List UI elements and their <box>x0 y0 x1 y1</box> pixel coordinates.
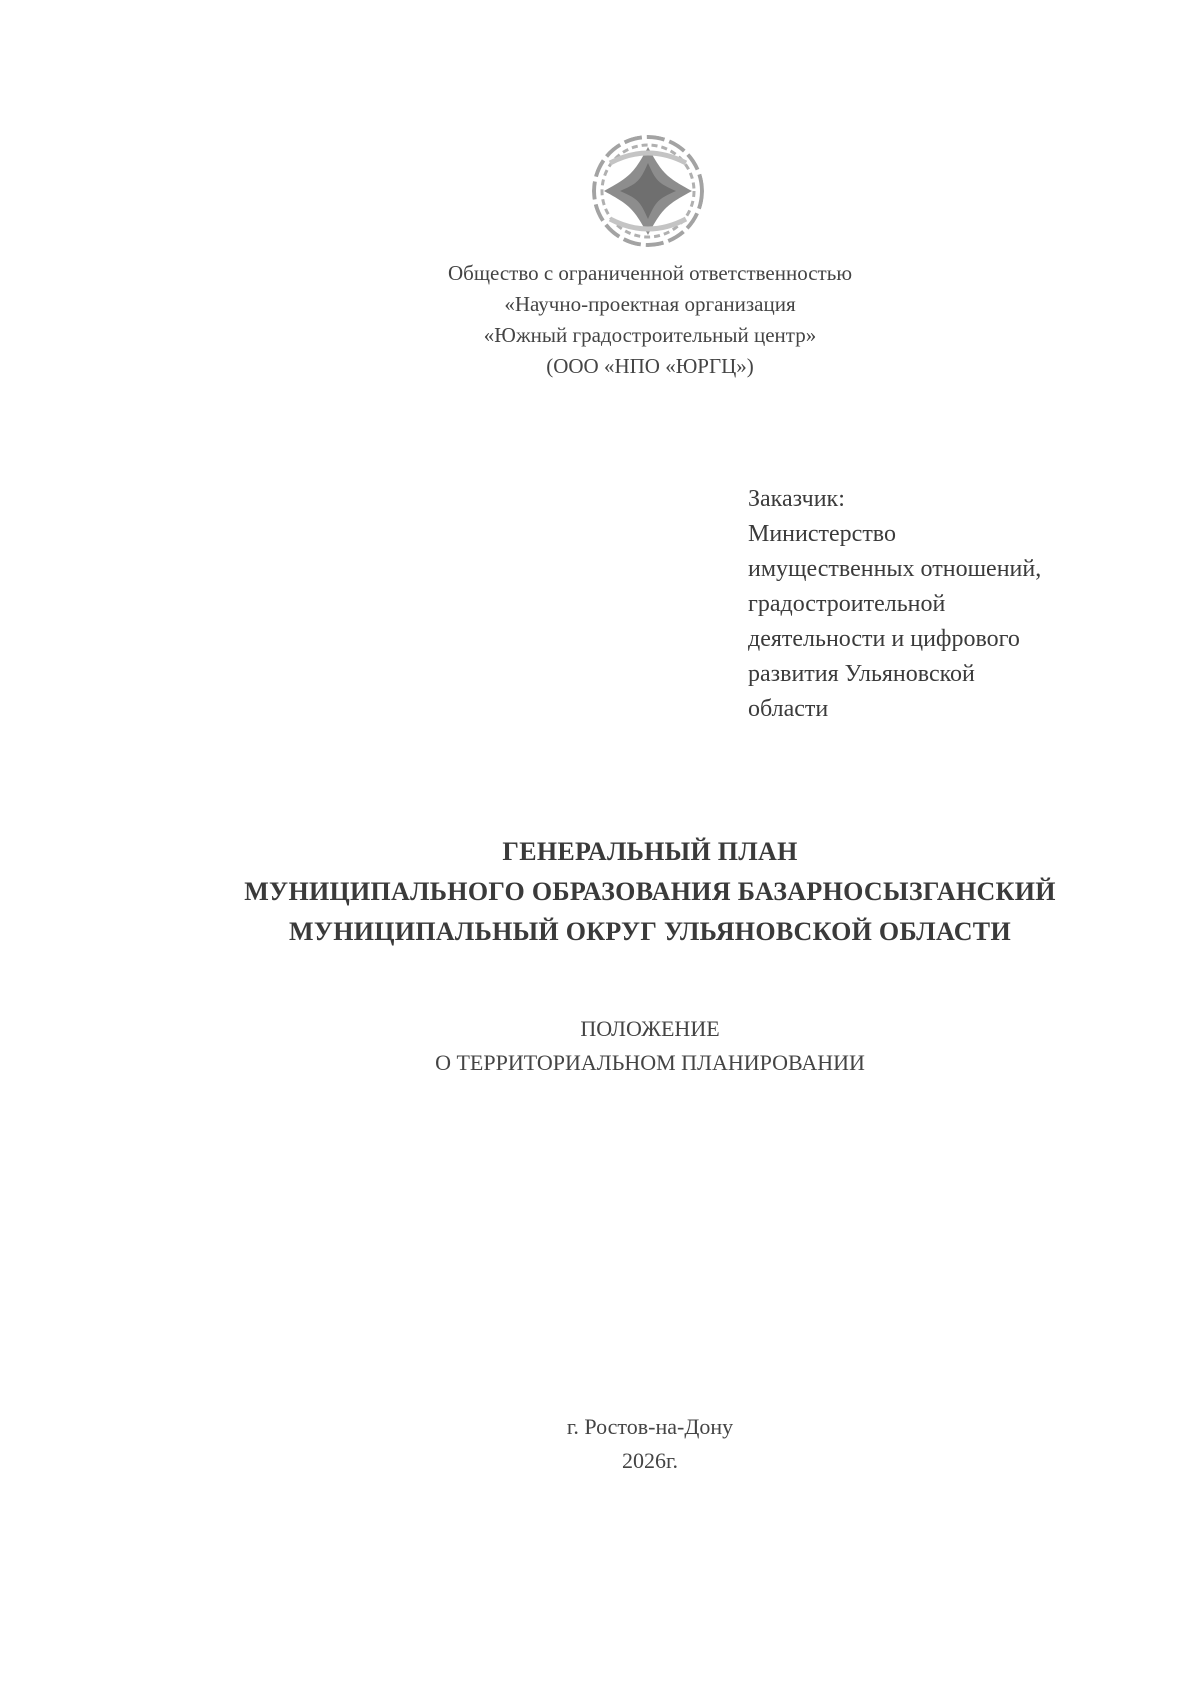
customer-block <box>748 482 1148 727</box>
place-and-year <box>450 1410 850 1478</box>
title-line: МУНИЦИПАЛЬНЫЙ ОКРУГ УЛЬЯНОВСКОЙ ОБЛАСТИ <box>289 917 1011 946</box>
customer-line: имущественных отношений, <box>748 556 1042 582</box>
city-line: г. Ростов-на-Дону <box>566 1414 734 1439</box>
company-logo-icon <box>590 133 706 249</box>
document-subtitle <box>250 1012 1050 1080</box>
customer-line: Министерство <box>748 521 896 547</box>
organization-line: (ООО «НПО «ЮРГЦ») <box>546 354 754 378</box>
customer-line: области <box>748 696 829 722</box>
organization-line: «Южный градостроительный центр» <box>483 323 817 347</box>
customer-label: Заказчик: <box>748 486 845 512</box>
year-line: 2026г. <box>621 1448 679 1473</box>
customer-line: градостроительной <box>748 591 946 617</box>
subtitle-line: ПОЛОЖЕНИЕ <box>580 1016 720 1041</box>
organization-line: Общество с ограниченной ответственностью <box>447 261 853 285</box>
title-line: МУНИЦИПАЛЬНОГО ОБРАЗОВАНИЯ БАЗАРНОСЫЗГАНСКИЙ <box>244 877 1056 906</box>
organization-name-block <box>300 258 1000 382</box>
customer-line: деятельности и цифрового <box>748 626 1020 652</box>
organization-line: «Научно-проектная организация <box>504 292 796 316</box>
title-line: ГЕНЕРАЛЬНЫЙ ПЛАН <box>502 837 798 866</box>
document-title <box>100 832 1200 952</box>
customer-line: развития Ульяновской <box>748 661 975 687</box>
subtitle-line: О ТЕРРИТОРИАЛЬНОМ ПЛАНИРОВАНИИ <box>435 1050 865 1075</box>
